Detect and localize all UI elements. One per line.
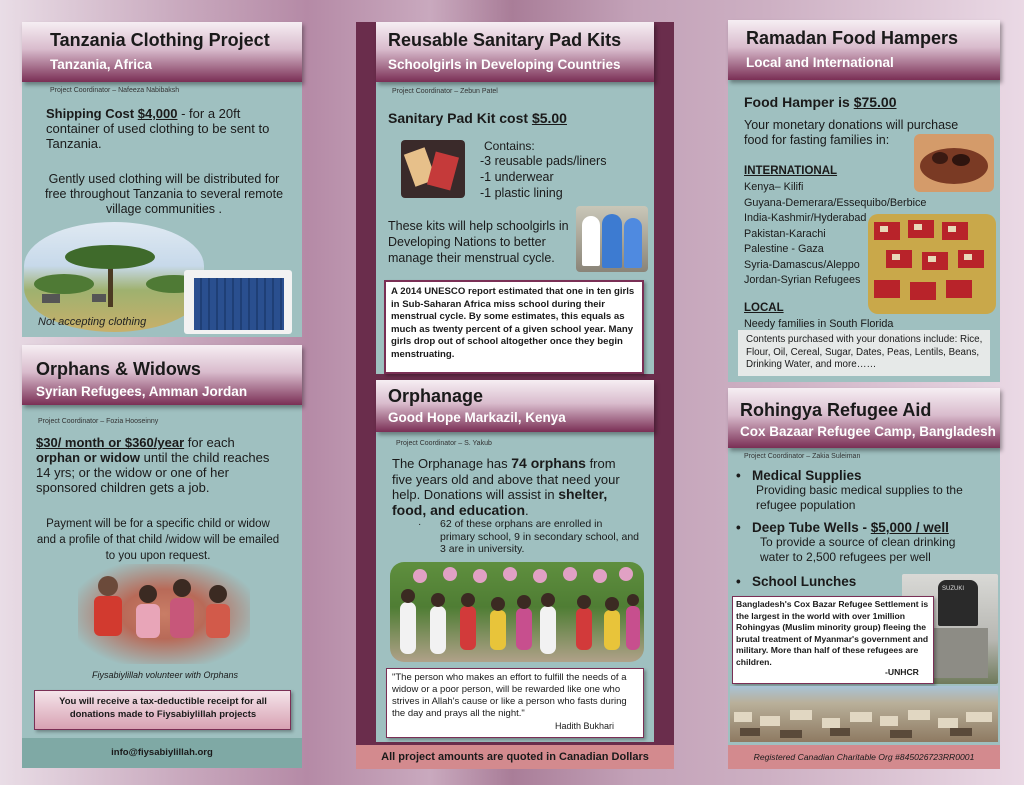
orphans-cost-amount: $30/ month or $360/year <box>36 435 185 450</box>
receipt-text: You will receive a tax-deductible receipt for all donations made to Fiysabiylillah projects <box>59 696 267 720</box>
children-group-icon <box>390 562 644 662</box>
pads-cost-amount: $5.00 <box>531 110 567 126</box>
orphans-payment: Payment will be for a specific child or widow and a profile of that child /widow will be emailed to you upon request. <box>36 518 280 562</box>
orphanage-text-a: The Orphanage has <box>392 456 512 471</box>
hamper-contents: Contents purchased with your donations include: Rice, Flour, Oil, Cereal, Sugar, Dates, Peas, Lentils, Beans, Drinking Water, and more…… <box>746 334 983 370</box>
ramadan-cost-label: Food Hamper is <box>744 94 850 110</box>
rohingya-item-lunches: • School Lunches <box>736 574 857 589</box>
intl-heading: INTERNATIONAL <box>744 165 838 177</box>
hadith-box <box>386 668 644 738</box>
pads-content-0: -3 reusable pads/liners <box>480 154 607 168</box>
tanzania-image-caption: Not accepting clothing <box>38 316 147 328</box>
pads-title: Reusable Sanitary Pad Kits <box>388 30 622 50</box>
tanzania-coordinator: Project Coordinator – Nafeeza Nabibaksh <box>50 87 180 94</box>
food-hampers-image <box>868 214 996 314</box>
tanzania-cost-amount: $4,000 <box>137 106 178 121</box>
ramadan-subtitle: Local and International <box>746 55 894 70</box>
refugee-camp-image <box>730 686 998 742</box>
email-footer <box>22 738 302 768</box>
wells-label: Deep Tube Wells - <box>751 520 871 535</box>
medical-desc: Providing basic medical supplies to the refugee population <box>756 483 963 512</box>
intl-item: Guyana-Demerara/Essequibo/Berbice <box>744 196 927 209</box>
pads-subtitle: Schoolgirls in Developing Countries <box>388 57 621 72</box>
orphanage-subtitle: Good Hope Markazil, Kenya <box>388 410 566 425</box>
rohingya-title: Rohingya Refugee Aid <box>740 400 932 420</box>
orphans-photo <box>78 564 250 664</box>
tanzania-cost-rest: - for a 20ft container of used clothing to be sent to Tanzania. <box>46 106 270 151</box>
orphanage-header <box>376 380 654 432</box>
receipt-box <box>34 690 291 730</box>
medical-label: Medical Supplies <box>751 468 862 483</box>
pads-coordinator: Project Coordinator – Zebun Patel <box>392 88 498 95</box>
orphanage-title: Orphanage <box>388 386 484 406</box>
pad-kit-image <box>401 140 465 198</box>
email-link[interactable]: info@fiysabiylillah.org <box>111 747 213 758</box>
rohingya-subtitle: Cox Bazaar Refugee Camp, Bangladesh <box>740 424 996 439</box>
hadith-source: Hadith Bukhari <box>555 721 615 731</box>
tanzania-cost <box>46 106 286 151</box>
cox-bazar-info-box <box>732 596 934 684</box>
pads-contains-label: Contains: <box>484 139 535 153</box>
wells-amount: $5,000 / well <box>870 520 949 535</box>
orphanage-text-c: . <box>525 502 529 518</box>
pads-content-2: -1 plastic lining <box>480 186 563 200</box>
unesco-box <box>384 280 644 374</box>
orphanage-text <box>392 456 630 518</box>
rohingya-item-medical: • Medical Supplies Providing basic medical supplies to the refugee population <box>736 468 986 513</box>
intl-item: Syria-Damascus/Aleppo <box>744 258 860 271</box>
unesco-text: A 2014 UNESCO report estimated that one in ten girls in Sub-Saharan Africa miss school during their menstrual cycle. By some estimates, this equals as much as twenty percent of a given school year. Many girls drop out of school altogether once they begin menstruating. <box>391 286 635 360</box>
container-icon <box>194 278 284 330</box>
cox-bazar-info: Bangladesh's Cox Bazar Refugee Settlement is the largest in the world with over 1million Rohingyas (Muslim minority group) fleeing the brutal treatment of Myanmar's government and military. More than half of these refugees are children. <box>736 599 929 667</box>
orphans-cost-mid: for each <box>184 435 235 450</box>
wells-desc: To provide a source of clean drinking water to 2,500 refugees per well <box>760 535 956 564</box>
pads-cost <box>388 111 567 126</box>
lunches-label: School Lunches <box>751 574 857 589</box>
intl-item: Kenya– Kilifi <box>744 181 804 193</box>
hamper-boxes-icon <box>868 214 996 314</box>
pads-description: These kits will help schoolgirls in Developing Nations to better manage their menstrual cycle. <box>388 219 569 265</box>
currency-note: All project amounts are quoted in Canadian Dollars <box>381 751 649 763</box>
local-heading: LOCAL <box>744 302 784 314</box>
orphans-subtitle: Syrian Refugees, Amman Jordan <box>36 384 248 399</box>
ramadan-cost <box>744 95 897 110</box>
charity-footer <box>728 745 1000 769</box>
intl-item: India-Kashmir/Hyderabad <box>744 212 867 224</box>
rohingya-coordinator: Project Coordinator – Zakia Suleiman <box>744 453 861 460</box>
tanzania-cost-label: Shipping Cost <box>46 106 135 121</box>
orphans-photo-caption: Fiysabiylillah volunteer with Orphans <box>91 670 239 680</box>
intl-item: Jordan-Syrian Refugees <box>744 274 861 286</box>
orphans-cost <box>36 435 276 495</box>
currency-footer <box>356 745 674 769</box>
camp-shelters-icon <box>730 686 998 742</box>
local-text: Needy families in South Florida <box>744 318 894 330</box>
tanzania-description: Gently used clothing will be distributed for free throughout Tanzania to several remote village communities . <box>44 172 284 216</box>
hadith-quote: "The person who makes an effort to fulfill the needs of a widow or a poor person, will be rewarded like one who strives in Allah's cause or like a person who fasts during the day and prays all the night." <box>392 672 627 719</box>
group-photo-icon <box>78 564 250 664</box>
tanzania-header <box>22 22 302 82</box>
orphanage-bullet: 62 of these orphans are enrolled in primary school, 9 in secondary school, and 3 are in university. <box>440 518 640 555</box>
pads-cost-label: Sanitary Pad Kit cost <box>388 110 529 126</box>
rohingya-header <box>728 388 1000 448</box>
hamper-contents-box <box>738 330 990 376</box>
orphans-title: Orphans & Widows <box>36 359 201 379</box>
orphans-cost-who: orphan or widow <box>36 450 140 465</box>
pads-content-1: -1 underwear <box>480 170 554 184</box>
orphanage-group-photo <box>390 562 644 662</box>
ramadan-header <box>728 20 1000 80</box>
intl-item: Palestine - Gaza <box>744 243 824 255</box>
cox-bazar-source: -UNHCR <box>885 667 919 677</box>
intl-item: Pakistan-Karachi <box>744 227 826 240</box>
orphans-coordinator: Project Coordinator – Fozia Hooseinny <box>38 418 159 425</box>
orphans-header <box>22 345 302 405</box>
charity-registration: Registered Canadian Charitable Org #845026723RR0001 <box>753 752 975 762</box>
orphanage-help: shelter, food, and education <box>392 486 608 518</box>
ramadan-intro: Your monetary donations will purchase food for fasting families in: <box>744 118 959 147</box>
orphanage-count: 74 orphans <box>511 455 586 471</box>
rohingya-item-wells: • Deep Tube Wells - $5,000 / well To provide a source of clean drinking water to 2,500 refugees per well <box>736 520 986 565</box>
orphanage-bullet-dot: · <box>418 519 422 530</box>
tanzania-subtitle: Tanzania, Africa <box>50 57 153 72</box>
orphans-cost-rest: until the child reaches 14 yrs; or the widow or one of her sponsored children gets a job. <box>36 450 270 495</box>
tank-label: SUZUKI <box>942 586 965 592</box>
tanzania-title: Tanzania Clothing Project <box>50 30 270 50</box>
ramadan-title: Ramadan Food Hampers <box>746 28 959 48</box>
orphanage-coordinator: Project Coordinator – S. Yakub <box>396 440 492 447</box>
shipping-container-image <box>184 270 292 334</box>
schoolgirls-image <box>576 206 648 272</box>
orphanage-text-b: from five years old and above that need your help. Donations will assist in <box>392 456 620 502</box>
pads-header <box>376 22 654 82</box>
ramadan-cost-amount: $75.00 <box>853 94 897 110</box>
